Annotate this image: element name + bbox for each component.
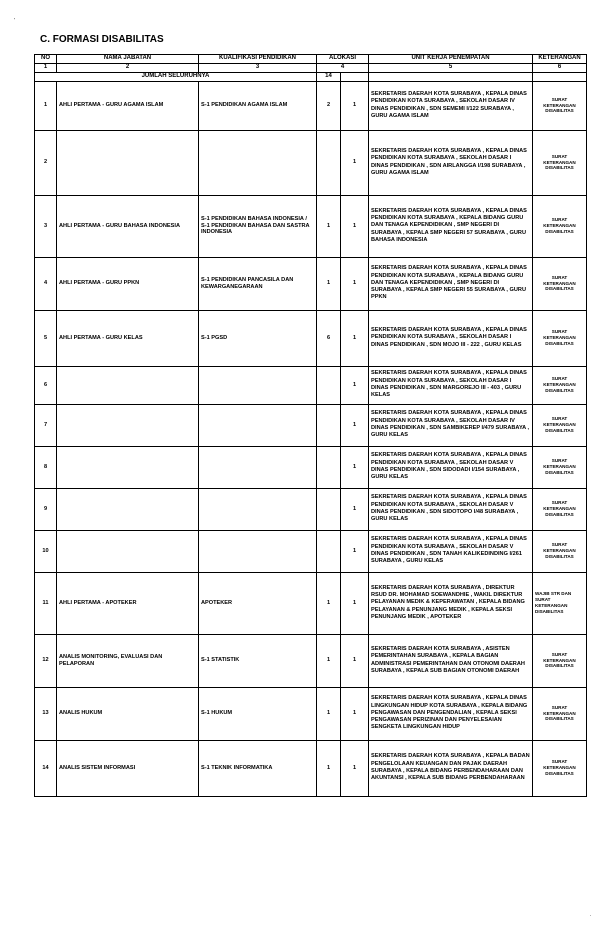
row-jabatan <box>57 366 199 404</box>
summary-row <box>35 72 587 81</box>
row-jumlah: 1 <box>317 257 341 310</box>
row-jabatan: AHLI PERTAMA - GURU PPKN <box>57 257 199 310</box>
header-nama-jabatan: NAMA JABATAN <box>57 55 199 64</box>
header-unit-kerja: UNIT KERJA PENEMPATAN <box>369 55 533 64</box>
table-row <box>35 446 587 488</box>
row-keterangan: SURAT KETERANGAN DISABILITAS <box>533 130 587 195</box>
row-unit-kerja: SEKRETARIS DAERAH KOTA SURABAYA , KEPALA DINAS PENDIDIKAN KOTA SURABAYA , SEKOLAH DASAR I DINAS PENDIDIKAN , SDN MOJO III - 222 , GURU KELAS <box>369 310 533 366</box>
row-jumlah <box>317 488 341 530</box>
row-keterangan: SURAT KETERANGAN DISABILITAS <box>533 366 587 404</box>
row-kualifikasi <box>199 488 317 530</box>
row-kualifikasi: S-1 STATISTIK <box>199 634 317 687</box>
row-kualifikasi <box>199 366 317 404</box>
header-num: 6 <box>533 64 587 73</box>
row-jabatan: ANALIS HUKUM <box>57 687 199 740</box>
row-no: 14 <box>35 740 57 796</box>
row-alokasi: 1 <box>341 404 369 446</box>
row-kualifikasi <box>199 130 317 195</box>
row-unit-kerja: SEKRETARIS DAERAH KOTA SURABAYA , KEPALA DINAS PENDIDIKAN KOTA SURABAYA , SEKOLAH DASAR V DINAS PENDIDIKAN , SDN SIDODADI I/154 SURABAYA , GURU KELAS <box>369 446 533 488</box>
section-title: C. FORMASI DISABILITAS <box>40 34 164 45</box>
scan-mark: . <box>590 912 592 918</box>
row-keterangan: SURAT KETERANGAN DISABILITAS <box>533 446 587 488</box>
row-kualifikasi: APOTEKER <box>199 572 317 634</box>
row-jabatan <box>57 488 199 530</box>
row-unit-kerja: SEKRETARIS DAERAH KOTA SURABAYA , DIREKTUR RSUD DR. MOHAMAD SOEWANDHIE , WAKIL DIREKTUR PELAYANAN MEDIK & KEPERAWATAN , KEPALA BIDANG PELAYANAN & PENUNJANG MEDIK , KEPALA SEKSI PENUNJANG MEDIK , APOTEKER <box>369 572 533 634</box>
row-unit-kerja: SEKRETARIS DAERAH KOTA SURABAYA , KEPALA BADAN PENGELOLAAN KEUANGAN DAN PAJAK DAERAH SURABAYA , KEPALA BIDANG PERBENDAHARAAN DAN AKUNTANSI , KEPALA SUB BIDANG PERBENDAHARAAN <box>369 740 533 796</box>
row-alokasi: 1 <box>341 687 369 740</box>
table-row <box>35 572 587 634</box>
row-unit-kerja: SEKRETARIS DAERAH KOTA SURABAYA , KEPALA DINAS LINGKUNGAN HIDUP KOTA SURABAYA , KEPALA BIDANG PENGAWASAN DAN PENGENDALIAN , KEPALA SEKSI PENGAWASAN PERIZINAN DAN PENYELESAIAN SENGKETA LINGKUNGAN HIDUP <box>369 687 533 740</box>
row-unit-kerja: SEKRETARIS DAERAH KOTA SURABAYA , ASISTEN PEMERINTAHAN SURABAYA , KEPALA BAGIAN ADMINISTRASI PEMERINTAHAN DAN OTONOMI DAERAH SURABAYA , KEPALA SUB BAGIAN OTONOMI DAERAH <box>369 634 533 687</box>
row-alokasi: 1 <box>341 634 369 687</box>
row-kualifikasi: S-1 PENDIDIKAN AGAMA ISLAM <box>199 81 317 130</box>
row-unit-kerja: SEKRETARIS DAERAH KOTA SURABAYA , KEPALA DINAS PENDIDIKAN KOTA SURABAYA , SEKOLAH DASAR IV DINAS PENDIDIKAN , SDN SAMBIKEREP I/479 SURABAYA , GURU KELAS <box>369 404 533 446</box>
table-row <box>35 366 587 404</box>
row-jabatan <box>57 446 199 488</box>
row-no: 6 <box>35 366 57 404</box>
table-row <box>35 488 587 530</box>
row-alokasi: 1 <box>341 740 369 796</box>
row-alokasi: 1 <box>341 195 369 257</box>
table-row <box>35 81 587 130</box>
row-keterangan: SURAT KETERANGAN DISABILITAS <box>533 195 587 257</box>
row-keterangan: SURAT KETERANGAN DISABILITAS <box>533 257 587 310</box>
row-alokasi: 1 <box>341 81 369 130</box>
header-num: 3 <box>199 64 317 73</box>
header-row <box>35 55 587 64</box>
row-jumlah <box>317 366 341 404</box>
row-alokasi: 1 <box>341 130 369 195</box>
row-kualifikasi: S-1 PENDIDIKAN BAHASA INDONESIA / S-1 PENDIDIKAN BAHASA DAN SASTRA INDONESIA <box>199 195 317 257</box>
row-kualifikasi <box>199 404 317 446</box>
row-alokasi: 1 <box>341 310 369 366</box>
row-jabatan: ANALIS MONITORING, EVALUASI DAN PELAPORAN <box>57 634 199 687</box>
row-alokasi: 1 <box>341 446 369 488</box>
row-kualifikasi: S-1 PGSD <box>199 310 317 366</box>
table-row <box>35 634 587 687</box>
table-row <box>35 740 587 796</box>
row-kualifikasi <box>199 530 317 572</box>
header-num: 5 <box>369 64 533 73</box>
row-jumlah: 6 <box>317 310 341 366</box>
row-unit-kerja: SEKRETARIS DAERAH KOTA SURABAYA , KEPALA DINAS PENDIDIKAN KOTA SURABAYA , SEKOLAH DASAR V DINAS PENDIDIKAN , SDN TANAH KALIKEDINDING I/261 SURABAYA , GURU KELAS <box>369 530 533 572</box>
row-unit-kerja: SEKRETARIS DAERAH KOTA SURABAYA , KEPALA DINAS PENDIDIKAN KOTA SURABAYA , KEPALA BIDANG GURU DAN TENAGA KEPENDIDIKAN , SMP NEGERI DI SURABAYA , KEPALA SMP NEGERI 55 SURABAYA , GURU PPKN <box>369 257 533 310</box>
table-row <box>35 687 587 740</box>
row-keterangan: WAJIB STR DAN SURAT KETERANGAN DISABILITAS <box>533 572 587 634</box>
row-jumlah <box>317 446 341 488</box>
row-keterangan: SURAT KETERANGAN DISABILITAS <box>533 634 587 687</box>
row-no: 5 <box>35 310 57 366</box>
row-jabatan <box>57 130 199 195</box>
row-no: 7 <box>35 404 57 446</box>
header-no: NO <box>35 55 57 64</box>
row-kualifikasi: S-1 TEKNIK INFORMATIKA <box>199 740 317 796</box>
row-jabatan: AHLI PERTAMA - GURU KELAS <box>57 310 199 366</box>
row-keterangan: SURAT KETERANGAN DISABILITAS <box>533 310 587 366</box>
row-no: 11 <box>35 572 57 634</box>
row-alokasi: 1 <box>341 488 369 530</box>
header-number-row <box>35 64 587 73</box>
row-alokasi: 1 <box>341 257 369 310</box>
row-jumlah: 1 <box>317 572 341 634</box>
scan-mark: ' <box>14 18 15 24</box>
row-no: 12 <box>35 634 57 687</box>
row-kualifikasi: S-1 HUKUM <box>199 687 317 740</box>
row-no: 10 <box>35 530 57 572</box>
row-jumlah <box>317 530 341 572</box>
row-no: 8 <box>35 446 57 488</box>
table-row <box>35 404 587 446</box>
table-row <box>35 310 587 366</box>
row-no: 4 <box>35 257 57 310</box>
header-kualifikasi: KUALIFIKASI PENDIDIKAN <box>199 55 317 64</box>
header-alokasi: ALOKASI <box>317 55 369 64</box>
row-jabatan: ANALIS SISTEM INFORMASI <box>57 740 199 796</box>
row-jumlah <box>317 130 341 195</box>
row-keterangan: SURAT KETERANGAN DISABILITAS <box>533 404 587 446</box>
row-jumlah: 1 <box>317 195 341 257</box>
row-unit-kerja: SEKRETARIS DAERAH KOTA SURABAYA , KEPALA DINAS PENDIDIKAN KOTA SURABAYA , KEPALA BIDANG GURU DAN TENAGA KEPENDIDIKAN , SMP NEGERI DI SURABAYA , KEPALA SMP NEGERI 57 SURABAYA , GURU BAHASA INDONESIA <box>369 195 533 257</box>
row-no: 13 <box>35 687 57 740</box>
header-num: 1 <box>35 64 57 73</box>
table-row <box>35 257 587 310</box>
summary-total: 14 <box>317 72 341 81</box>
summary-label: JUMLAH SELURUHNYA <box>35 72 317 81</box>
row-jabatan <box>57 404 199 446</box>
row-kualifikasi <box>199 446 317 488</box>
row-unit-kerja: SEKRETARIS DAERAH KOTA SURABAYA , KEPALA DINAS PENDIDIKAN KOTA SURABAYA , SEKOLAH DASAR V DINAS PENDIDIKAN , SDN SIDOTOPO I/48 SURABAYA , GURU KELAS <box>369 488 533 530</box>
row-no: 9 <box>35 488 57 530</box>
row-jabatan: AHLI PERTAMA - APOTEKER <box>57 572 199 634</box>
row-jabatan: AHLI PERTAMA - GURU AGAMA ISLAM <box>57 81 199 130</box>
row-keterangan: SURAT KETERANGAN DISABILITAS <box>533 687 587 740</box>
formasi-table <box>34 54 587 797</box>
row-no: 1 <box>35 81 57 130</box>
row-keterangan: SURAT KETERANGAN DISABILITAS <box>533 81 587 130</box>
table-row <box>35 130 587 195</box>
row-keterangan: SURAT KETERANGAN DISABILITAS <box>533 740 587 796</box>
row-jabatan: AHLI PERTAMA - GURU BAHASA INDONESIA <box>57 195 199 257</box>
row-jumlah <box>317 404 341 446</box>
row-keterangan: SURAT KETERANGAN DISABILITAS <box>533 530 587 572</box>
table-row <box>35 195 587 257</box>
header-keterangan: KETERANGAN <box>533 55 587 64</box>
row-jumlah: 1 <box>317 634 341 687</box>
row-no: 3 <box>35 195 57 257</box>
row-alokasi: 1 <box>341 572 369 634</box>
row-jabatan <box>57 530 199 572</box>
row-jumlah: 1 <box>317 740 341 796</box>
row-kualifikasi: S-1 PENDIDIKAN PANCASILA DAN KEWARGANEGARAAN <box>199 257 317 310</box>
row-jumlah: 1 <box>317 687 341 740</box>
row-keterangan: SURAT KETERANGAN DISABILITAS <box>533 488 587 530</box>
row-alokasi: 1 <box>341 366 369 404</box>
header-num: 4 <box>317 64 369 73</box>
table-row <box>35 530 587 572</box>
row-jumlah: 2 <box>317 81 341 130</box>
row-alokasi: 1 <box>341 530 369 572</box>
header-num: 2 <box>57 64 199 73</box>
row-unit-kerja: SEKRETARIS DAERAH KOTA SURABAYA , KEPALA DINAS PENDIDIKAN KOTA SURABAYA , SEKOLAH DASAR IV DINAS PENDIDIKAN , SDN SEMEMI I/122 SURABAYA , GURU AGAMA ISLAM <box>369 81 533 130</box>
row-no: 2 <box>35 130 57 195</box>
row-unit-kerja: SEKRETARIS DAERAH KOTA SURABAYA , KEPALA DINAS PENDIDIKAN KOTA SURABAYA , SEKOLAH DASAR I DINAS PENDIDIKAN , SDN AIRLANGGA I/198 SURABAYA , GURU AGAMA ISLAM <box>369 130 533 195</box>
row-unit-kerja: SEKRETARIS DAERAH KOTA SURABAYA , KEPALA DINAS PENDIDIKAN KOTA SURABAYA , SEKOLAH DASAR I DINAS PENDIDIKAN , SDN MARGOREJO III - 403 , GURU KELAS <box>369 366 533 404</box>
